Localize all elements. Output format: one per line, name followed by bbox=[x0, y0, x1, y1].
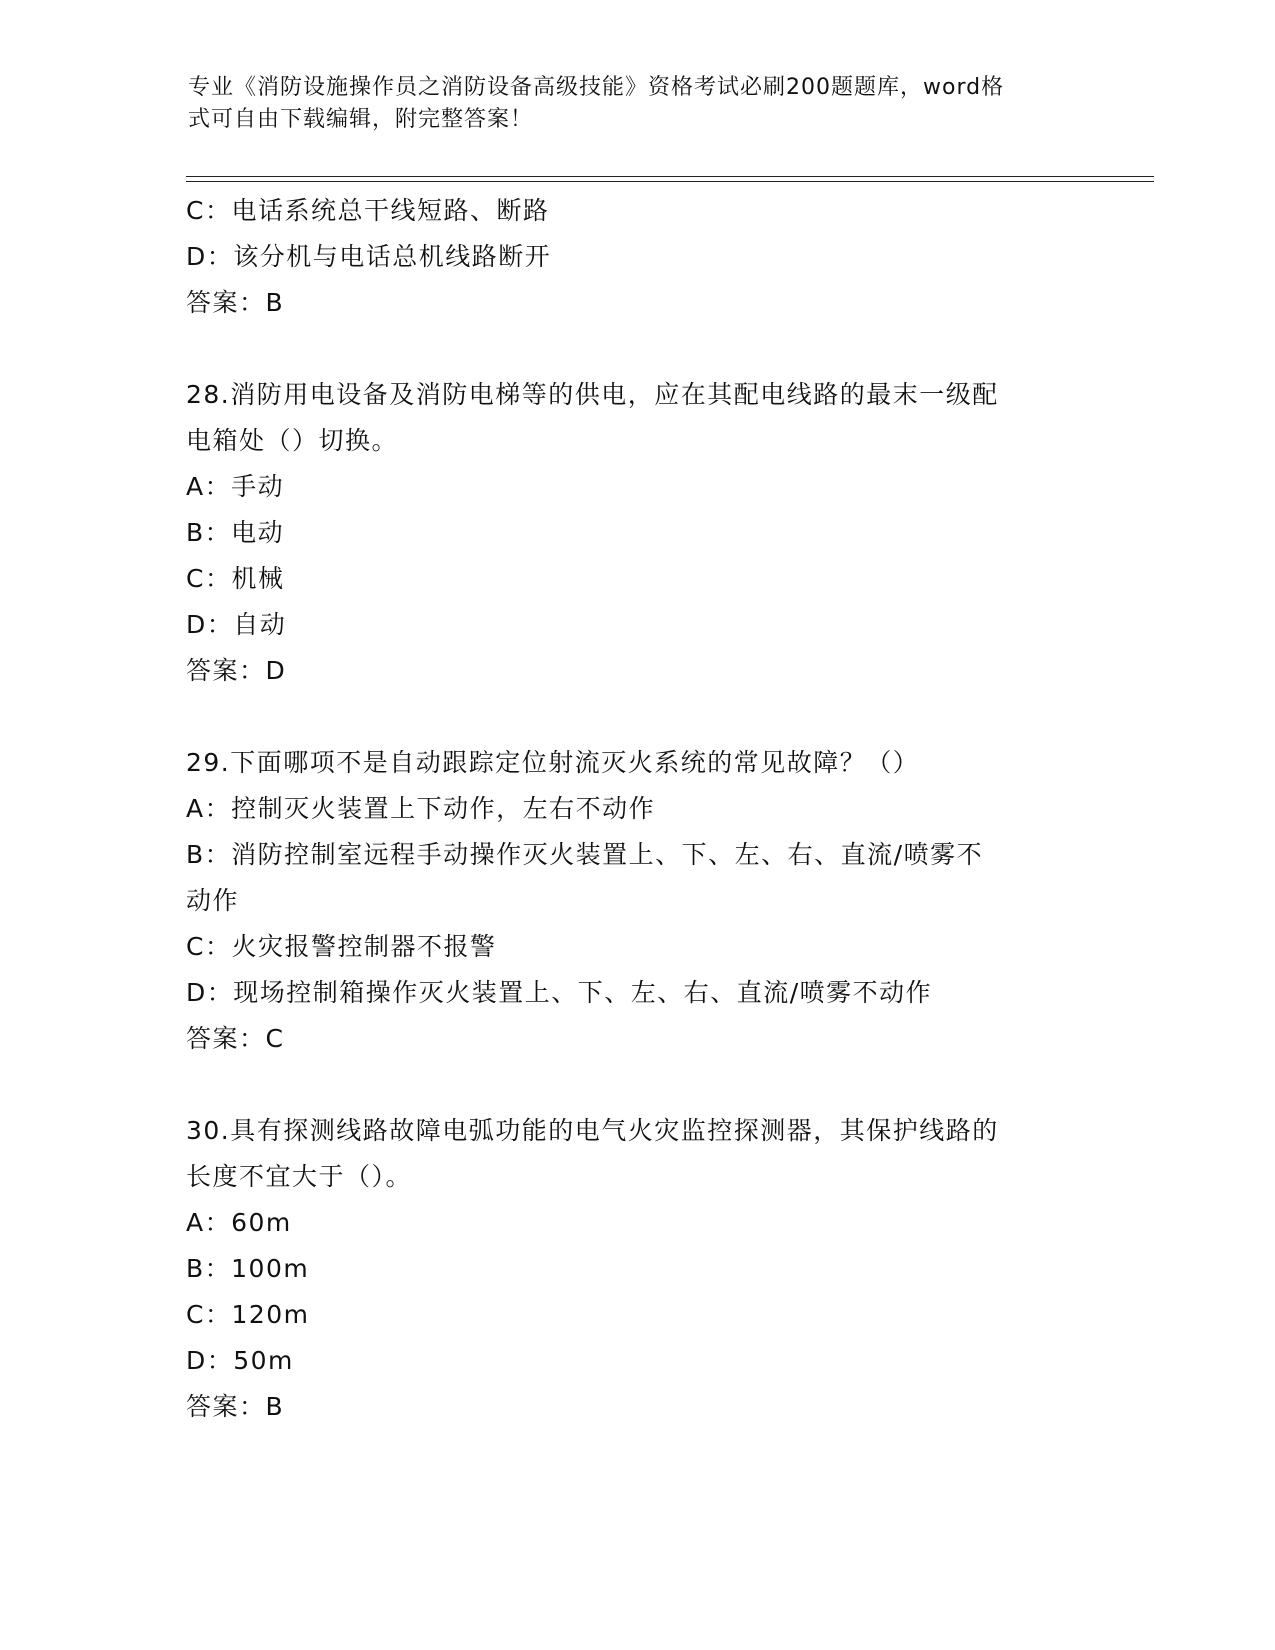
header-line-2: 式可自由下载编辑，附完整答案！ bbox=[188, 107, 534, 132]
q30-answer: 答案：B bbox=[186, 1392, 285, 1421]
q30-stem-line-1: 30.具有探测线路故障电弧功能的电气火灾监控探测器，其保护线路的 bbox=[186, 1116, 999, 1145]
q30-option-a: A：60m bbox=[186, 1208, 292, 1237]
q28-option-c: C：机械 bbox=[186, 564, 285, 593]
q30-option-d: D：50m bbox=[186, 1346, 294, 1375]
q28-option-a: A：手动 bbox=[186, 472, 285, 501]
q28-answer: 答案：D bbox=[186, 656, 287, 685]
question-list bbox=[186, 188, 1086, 1430]
header-divider-bottom bbox=[186, 181, 1154, 182]
header-line-1: 专业《消防设施操作员之消防设备高级技能》资格考试必刷200题题库，word格 bbox=[188, 75, 1005, 100]
q29-option-d: D：现场控制箱操作灭火装置上、下、左、右、直流/喷雾不动作 bbox=[186, 978, 933, 1007]
question-29 bbox=[186, 740, 1086, 1062]
document-header bbox=[188, 72, 1088, 136]
question-28 bbox=[186, 372, 1086, 694]
q28-option-b: B：电动 bbox=[186, 518, 285, 547]
q27-option-c: C：电话系统总干线短路、断路 bbox=[186, 196, 550, 225]
q27-option-d: D：该分机与电话总机线路断开 bbox=[186, 242, 552, 271]
spacer bbox=[186, 694, 1086, 740]
q28-option-d: D：自动 bbox=[186, 610, 287, 639]
question-27-tail bbox=[186, 188, 1086, 326]
spacer bbox=[186, 1062, 1086, 1108]
q29-option-a: A：控制灭火装置上下动作，左右不动作 bbox=[186, 794, 656, 823]
question-30 bbox=[186, 1108, 1086, 1430]
q29-stem: 29.下面哪项不是自动跟踪定位射流灭火系统的常见故障？（） bbox=[186, 748, 920, 777]
header-divider-top bbox=[186, 176, 1154, 177]
q29-option-b-line-2: 动作 bbox=[186, 886, 240, 915]
q30-option-c: C：120m bbox=[186, 1300, 310, 1329]
q30-stem-line-2: 长度不宜大于（）。 bbox=[186, 1162, 413, 1191]
q28-stem-line-2: 电箱处（）切换。 bbox=[186, 426, 399, 455]
q29-option-c: C：火灾报警控制器不报警 bbox=[186, 932, 497, 961]
q29-answer: 答案：C bbox=[186, 1024, 285, 1053]
spacer bbox=[186, 326, 1086, 372]
q30-option-b: B：100m bbox=[186, 1254, 310, 1283]
q27-answer: 答案：B bbox=[186, 288, 285, 317]
q29-option-b-line-1: B：消防控制室远程手动操作灭火装置上、下、左、右、直流/喷雾不 bbox=[186, 840, 984, 869]
q28-stem-line-1: 28.消防用电设备及消防电梯等的供电，应在其配电线路的最末一级配 bbox=[186, 380, 999, 409]
